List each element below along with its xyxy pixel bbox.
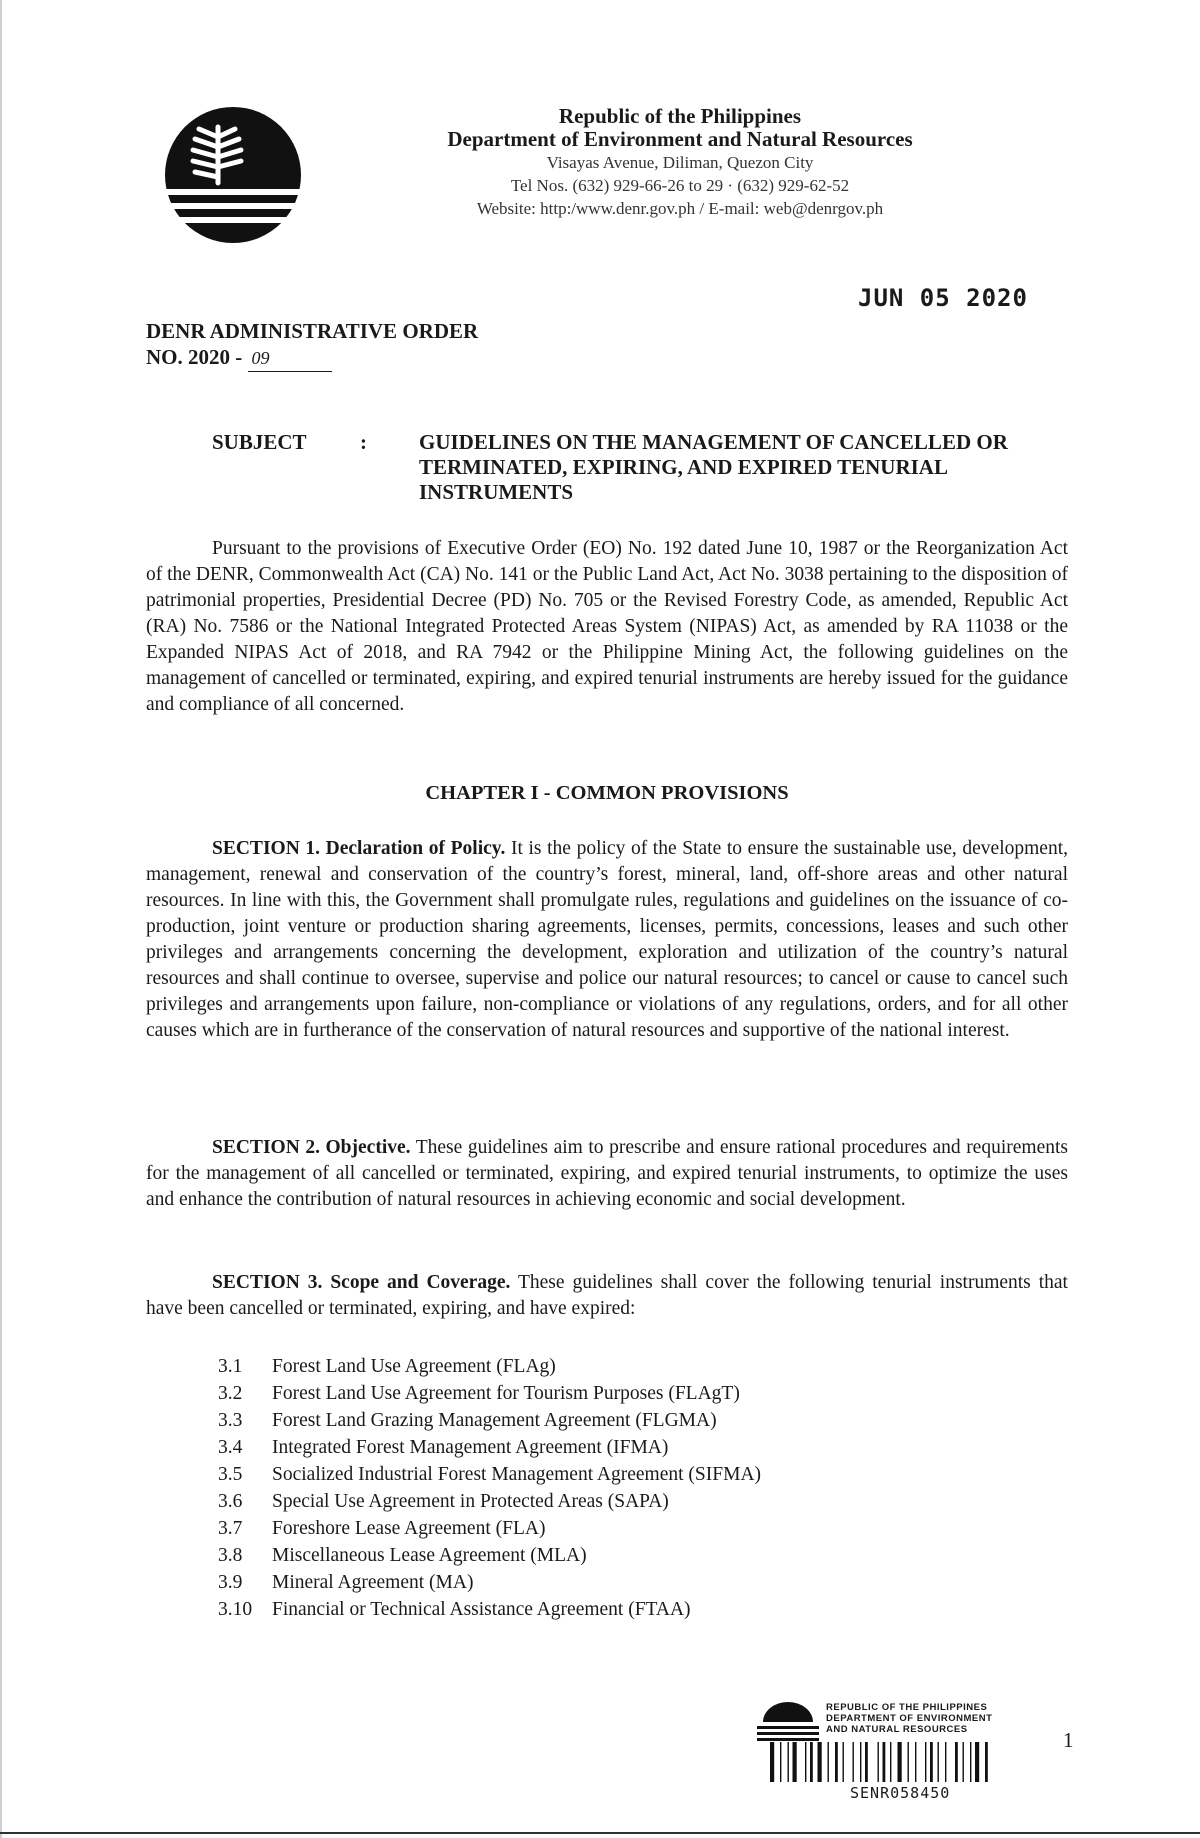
- section-2-paragraph: [146, 1135, 1068, 1213]
- chapter-title: CHAPTER I - COMMON PROVISIONS: [425, 782, 789, 804]
- section-3-body: These guidelines shall cover the following tenurial instruments that have been cancelled or terminated, expiring, and have expired:: [146, 1272, 1068, 1319]
- scan-bottom-edge: [0, 1832, 1200, 1834]
- republic-line: Republic of the Philippines: [558, 104, 802, 128]
- page-number: 1: [1063, 1728, 1074, 1752]
- barcode-number: SENR058450: [850, 1784, 951, 1802]
- list-item: 3.8 Miscellaneous Lease Agreement (MLA): [218, 1545, 587, 1566]
- instrument-list: [218, 1353, 761, 1623]
- subject-text: GUIDELINES ON THE MANAGEMENT OF CANCELLED OR TERMINATED, EXPIRING, AND EXPIRED TENURIAL INSTRUMENTS: [419, 430, 1008, 504]
- section-1-body: It is the policy of the State to ensure the sustainable use, development, management, renewal and conservation of the country’s forest, mineral, land, off-shore areas and other natural resources. In line with this, the Government shall promulgate rules, regulations and guidelines on the issuance of co-production, joint venture or production sharing agreements, licenses, permits, concessions, leases and such other privileges and arrangements concerning the development, exploration and utilization of the country’s natural resources and shall continue to oversee, supervise and police our natural resources; to cancel or cause to cancel such privileges and arrangements upon failure, non-compliance or violations of any regulations, orders, and for all other causes which are in furtherance of the conservation of natural resources and supportive of the national interest.: [146, 838, 1068, 1041]
- list-item: 3.10 Financial or Technical Assistance Agreement (FTAA): [218, 1599, 691, 1620]
- barcode-icon: [770, 1742, 1046, 1782]
- order-number-handwritten: 09: [248, 345, 332, 372]
- footer-denr-logo-icon: [757, 1700, 819, 1744]
- footer-org-label: REPUBLIC OF THE PHILIPPINES DEPARTMENT OF ENVIRONMENT AND NATURAL RESOURCES: [826, 1702, 993, 1735]
- date-stamp: JUN 05 2020: [858, 284, 1028, 312]
- list-item: 3.5 Socialized Industrial Forest Management Agreement (SIFMA): [218, 1464, 762, 1485]
- list-item: 3.3 Forest Land Grazing Management Agreement (FLGMA): [218, 1410, 717, 1431]
- order-number-prefix: NO. 2020 -: [146, 345, 243, 369]
- section-3-paragraph: [146, 1270, 1068, 1322]
- preamble-paragraph: Pursuant to the provisions of Executive Order (EO) No. 192 dated June 10, 1987 or the Reorganization Act of the DENR, Commonwealth Act (CA) No. 141 or the Public Land Act, Act No. 3038 pertaining to the disposition of patrimonial properties, Presidential Decree (PD) No. 705 or the Revised Forestry Code, as amended, Republic Act (RA) No. 7586 or the National Integrated Protected Areas System (NIPAS) Act, as amended by RA 11038 or the Expanded NIPAS Act of 2018, and RA 7942 or the Philippine Mining Act, the following guidelines on the management of cancelled or terminated, expiring, and expired tenurial instruments are hereby issued for the guidance and compliance of all concerned.: [146, 538, 1068, 715]
- telephone-line: Tel Nos. (632) 929-66-26 to 29 · (632) 929-62-52: [510, 176, 850, 195]
- order-number-block: [146, 318, 478, 372]
- subject-label: SUBJECT: [212, 430, 307, 454]
- order-title: DENR ADMINISTRATIVE ORDER: [146, 319, 479, 343]
- list-item: 3.9 Mineral Agreement (MA): [218, 1572, 474, 1593]
- section-1-heading: SECTION 1. Declaration of Policy.: [212, 838, 506, 859]
- list-item: 3.4 Integrated Forest Management Agreement (IFMA): [218, 1437, 669, 1458]
- list-item: 3.2 Forest Land Use Agreement for Tourism Purposes (FLAgT): [218, 1383, 740, 1404]
- address-line: Visayas Avenue, Diliman, Quezon City: [546, 153, 814, 172]
- section-1-paragraph: [146, 836, 1068, 1044]
- section-2-body: These guidelines aim to prescribe and ensure rational procedures and requirements for the management of all cancelled or terminated, expiring, and expired tenurial instruments, to optimize the uses and enhance the contribution of natural resources in achieving economic and social development.: [146, 1137, 1068, 1210]
- scan-edge-mark: [0, 0, 2, 1838]
- denr-logo-icon: [163, 105, 303, 245]
- department-line: Department of Environment and Natural Resources: [447, 127, 913, 151]
- section-2-heading: SECTION 2. Objective.: [212, 1137, 411, 1158]
- section-3-heading: SECTION 3. Scope and Coverage.: [212, 1272, 511, 1293]
- subject-colon: :: [360, 430, 367, 454]
- list-item: 3.1 Forest Land Use Agreement (FLAg): [218, 1356, 556, 1377]
- letterhead: [290, 105, 1070, 220]
- list-item: 3.6 Special Use Agreement in Protected Areas (SAPA): [218, 1491, 669, 1512]
- list-item: 3.7 Foreshore Lease Agreement (FLA): [218, 1518, 546, 1539]
- website-line: Website: http:/www.denr.gov.ph / E-mail: web@denrgov.ph: [476, 199, 884, 218]
